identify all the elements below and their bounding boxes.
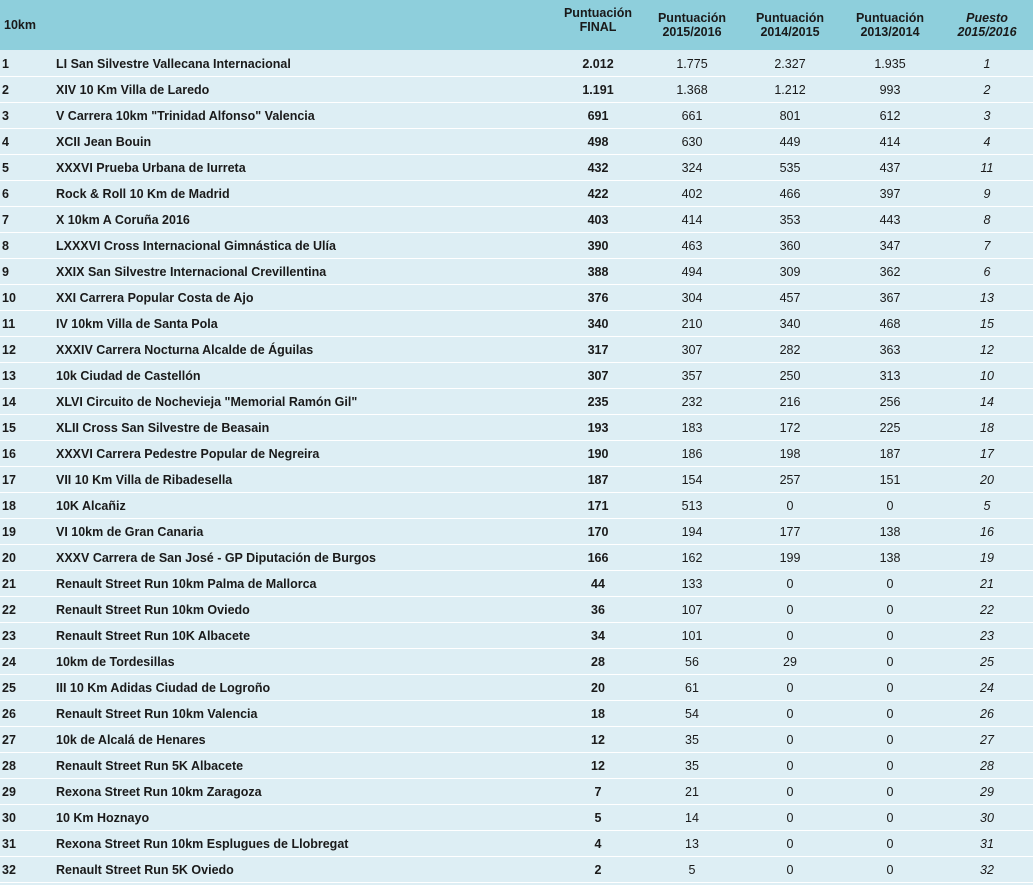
row-number: 31 xyxy=(2,837,16,851)
score-2015-2016: 630 xyxy=(681,135,703,149)
score-2015-2016: 61 xyxy=(685,681,699,695)
table-row xyxy=(0,285,1033,311)
score-2015-2016: 13 xyxy=(685,837,699,851)
score-2015-2016: 402 xyxy=(681,187,703,201)
score-2013-2014: 362 xyxy=(879,265,901,279)
rank-2015-2016: 29 xyxy=(980,785,994,799)
score-2015-2016: 183 xyxy=(681,421,703,435)
score-final: 422 xyxy=(587,187,609,201)
header-rank-line1: Puesto xyxy=(966,11,1008,25)
score-2015-2016: 513 xyxy=(681,499,703,513)
row-number: 4 xyxy=(2,135,9,149)
table-row xyxy=(0,675,1033,701)
score-2013-2014: 468 xyxy=(879,317,901,331)
score-2014-2015: 309 xyxy=(779,265,801,279)
score-2013-2014: 347 xyxy=(879,239,901,253)
rank-2015-2016: 18 xyxy=(980,421,994,435)
table-row xyxy=(0,727,1033,753)
table-row xyxy=(0,571,1033,597)
rank-2015-2016: 10 xyxy=(980,369,994,383)
event-name: XXXVI Prueba Urbana de Iurreta xyxy=(56,161,246,175)
score-2014-2015: 0 xyxy=(786,863,794,877)
event-name: XIV 10 Km Villa de Laredo xyxy=(56,83,210,97)
rank-2015-2016: 5 xyxy=(983,499,991,513)
row-number: 18 xyxy=(2,499,16,513)
score-final: 2.012 xyxy=(582,57,614,71)
rank-2015-2016: 13 xyxy=(980,291,994,305)
score-final: 376 xyxy=(587,291,609,305)
header-season-2015-2016 xyxy=(650,11,734,39)
table-row xyxy=(0,181,1033,207)
score-2015-2016: 194 xyxy=(681,525,703,539)
table-row xyxy=(0,207,1033,233)
score-2015-2016: 324 xyxy=(681,161,703,175)
score-final: 2 xyxy=(594,863,602,877)
event-name: 10K Alcañiz xyxy=(56,499,126,513)
row-number: 5 xyxy=(2,161,9,175)
score-2014-2015: 29 xyxy=(783,655,797,669)
score-2014-2015: 457 xyxy=(779,291,801,305)
rank-2015-2016: 17 xyxy=(980,447,994,461)
row-number: 32 xyxy=(2,863,16,877)
score-final: 691 xyxy=(587,109,609,123)
score-2014-2015: 353 xyxy=(779,213,801,227)
score-2014-2015: 172 xyxy=(779,421,801,435)
table-row xyxy=(0,155,1033,181)
event-name: Renault Street Run 5K Albacete xyxy=(56,759,244,773)
table-row xyxy=(0,493,1033,519)
score-2013-2014: 0 xyxy=(886,629,894,643)
score-2013-2014: 363 xyxy=(879,343,901,357)
score-2015-2016: 21 xyxy=(685,785,699,799)
event-name: Renault Street Run 10km Palma de Mallorca xyxy=(56,577,317,591)
table-row xyxy=(0,701,1033,727)
header-final-line2: FINAL xyxy=(579,20,617,34)
rank-2015-2016: 30 xyxy=(980,811,994,825)
row-number: 10 xyxy=(2,291,16,305)
score-final: 5 xyxy=(594,811,602,825)
score-2014-2015: 0 xyxy=(786,733,794,747)
event-name: V Carrera 10km "Trinidad Alfonso" Valencia xyxy=(56,109,315,123)
table-row xyxy=(0,311,1033,337)
score-2014-2015: 0 xyxy=(786,499,794,513)
row-number: 1 xyxy=(2,57,9,71)
score-2013-2014: 612 xyxy=(879,109,901,123)
event-name: XCII Jean Bouin xyxy=(56,135,152,149)
score-2013-2014: 0 xyxy=(886,655,894,669)
table-row xyxy=(0,597,1033,623)
row-number: 8 xyxy=(2,239,9,253)
table-row xyxy=(0,259,1033,285)
score-2015-2016: 162 xyxy=(681,551,703,565)
table-row xyxy=(0,51,1033,77)
score-final: 12 xyxy=(591,759,605,773)
score-2013-2014: 138 xyxy=(879,525,901,539)
row-number: 6 xyxy=(2,187,9,201)
score-2013-2014: 0 xyxy=(886,707,894,721)
row-number: 24 xyxy=(2,655,16,669)
score-2015-2016: 154 xyxy=(681,473,703,487)
score-final: 18 xyxy=(591,707,605,721)
score-2013-2014: 0 xyxy=(886,733,894,747)
score-2014-2015: 250 xyxy=(779,369,801,383)
score-2013-2014: 0 xyxy=(886,785,894,799)
score-2013-2014: 1.935 xyxy=(874,57,906,71)
header-final-line1: Puntuación xyxy=(563,6,633,20)
header-season-2014-2015 xyxy=(745,11,835,39)
table-row xyxy=(0,649,1033,675)
header-rank xyxy=(945,11,1029,39)
score-final: 166 xyxy=(587,551,609,565)
rank-2015-2016: 8 xyxy=(983,213,991,227)
score-2015-2016: 232 xyxy=(681,395,703,409)
score-2013-2014: 0 xyxy=(886,759,894,773)
row-number: 2 xyxy=(2,83,9,97)
header-s1-line1: Puntuación xyxy=(657,11,727,25)
score-final: 170 xyxy=(587,525,609,539)
score-2014-2015: 282 xyxy=(779,343,801,357)
rank-2015-2016: 23 xyxy=(980,629,994,643)
rank-2015-2016: 21 xyxy=(980,577,994,591)
score-2015-2016: 304 xyxy=(681,291,703,305)
score-2014-2015: 0 xyxy=(786,681,794,695)
score-2015-2016: 494 xyxy=(681,265,703,279)
event-name: Renault Street Run 10km Oviedo xyxy=(56,603,250,617)
score-final: 7 xyxy=(594,785,602,799)
table-row xyxy=(0,805,1033,831)
score-2014-2015: 0 xyxy=(786,577,794,591)
row-number: 7 xyxy=(2,213,9,227)
score-final: 340 xyxy=(587,317,609,331)
row-number: 30 xyxy=(2,811,16,825)
score-2013-2014: 367 xyxy=(879,291,901,305)
row-number: 3 xyxy=(2,109,9,123)
event-name: XXXVI Carrera Pedestre Popular de Negreira xyxy=(56,447,320,461)
score-final: 190 xyxy=(587,447,609,461)
row-number: 20 xyxy=(2,551,16,565)
score-2014-2015: 216 xyxy=(779,395,801,409)
event-name: XLVI Circuito de Nochevieja "Memorial Ramón Gil" xyxy=(56,395,358,409)
rank-2015-2016: 2 xyxy=(983,83,991,97)
table-row xyxy=(0,103,1033,129)
score-2013-2014: 437 xyxy=(879,161,901,175)
score-2013-2014: 0 xyxy=(886,863,894,877)
row-number: 13 xyxy=(2,369,16,383)
event-name: IV 10km Villa de Santa Pola xyxy=(56,317,218,331)
score-final: 432 xyxy=(587,161,609,175)
rank-2015-2016: 28 xyxy=(980,759,994,773)
row-number: 22 xyxy=(2,603,16,617)
rank-2015-2016: 7 xyxy=(983,239,991,253)
score-2015-2016: 307 xyxy=(681,343,703,357)
header-season-2013-2014 xyxy=(845,11,935,39)
rank-2015-2016: 32 xyxy=(980,863,994,877)
row-number: 16 xyxy=(2,447,16,461)
score-final: 28 xyxy=(591,655,605,669)
row-number: 17 xyxy=(2,473,16,487)
score-2013-2014: 0 xyxy=(886,837,894,851)
score-2014-2015: 466 xyxy=(779,187,801,201)
score-2013-2014: 443 xyxy=(879,213,901,227)
table-row xyxy=(0,363,1033,389)
rank-2015-2016: 11 xyxy=(980,161,994,175)
header-s2-line1: Puntuación xyxy=(755,11,825,25)
score-2014-2015: 257 xyxy=(779,473,801,487)
rank-2015-2016: 4 xyxy=(983,135,991,149)
score-2014-2015: 0 xyxy=(786,603,794,617)
header-event: 10km xyxy=(4,18,36,32)
event-name: 10 Km Hoznayo xyxy=(56,811,150,825)
score-2013-2014: 0 xyxy=(886,499,894,513)
score-2013-2014: 313 xyxy=(879,369,901,383)
rank-2015-2016: 6 xyxy=(983,265,991,279)
table-row xyxy=(0,467,1033,493)
header-final xyxy=(546,6,650,34)
event-name: XLII Cross San Silvestre de Beasain xyxy=(56,421,270,435)
score-2014-2015: 0 xyxy=(786,785,794,799)
score-2014-2015: 340 xyxy=(779,317,801,331)
score-2015-2016: 133 xyxy=(681,577,703,591)
header-s1-line2: 2015/2016 xyxy=(662,25,722,39)
event-name: LXXXVI Cross Internacional Gimnástica de Ulía xyxy=(56,239,336,253)
row-number: 19 xyxy=(2,525,16,539)
rank-2015-2016: 27 xyxy=(980,733,994,747)
event-name: Renault Street Run 10km Valencia xyxy=(56,707,258,721)
table-row xyxy=(0,545,1033,571)
score-2014-2015: 535 xyxy=(779,161,801,175)
event-name: Renault Street Run 5K Oviedo xyxy=(56,863,234,877)
score-2014-2015: 0 xyxy=(786,707,794,721)
event-name: Rock & Roll 10 Km de Madrid xyxy=(56,187,230,201)
score-2013-2014: 225 xyxy=(879,421,901,435)
row-number: 12 xyxy=(2,343,16,357)
score-2015-2016: 1.368 xyxy=(676,83,708,97)
row-number: 23 xyxy=(2,629,16,643)
score-final: 187 xyxy=(587,473,609,487)
score-2013-2014: 151 xyxy=(879,473,901,487)
score-2015-2016: 35 xyxy=(685,733,699,747)
score-2013-2014: 0 xyxy=(886,603,894,617)
rank-2015-2016: 15 xyxy=(980,317,994,331)
event-name: XXXIV Carrera Nocturna Alcalde de Águilas xyxy=(56,343,314,357)
row-number: 28 xyxy=(2,759,16,773)
table-row xyxy=(0,753,1033,779)
score-2014-2015: 0 xyxy=(786,837,794,851)
score-2015-2016: 107 xyxy=(681,603,703,617)
rank-2015-2016: 26 xyxy=(980,707,994,721)
rank-2015-2016: 22 xyxy=(980,603,994,617)
table-row xyxy=(0,129,1033,155)
score-2014-2015: 199 xyxy=(779,551,801,565)
score-2015-2016: 54 xyxy=(685,707,699,721)
score-2013-2014: 993 xyxy=(879,83,901,97)
score-2013-2014: 414 xyxy=(879,135,901,149)
score-final: 44 xyxy=(591,577,605,591)
score-final: 4 xyxy=(594,837,602,851)
table-row xyxy=(0,389,1033,415)
rank-2015-2016: 14 xyxy=(980,395,994,409)
rank-2015-2016: 12 xyxy=(980,343,994,357)
header-s3-line1: Puntuación xyxy=(855,11,925,25)
score-2013-2014: 0 xyxy=(886,681,894,695)
table-row xyxy=(0,77,1033,103)
table-row xyxy=(0,441,1033,467)
score-2014-2015: 177 xyxy=(779,525,801,539)
table-row xyxy=(0,337,1033,363)
row-number: 14 xyxy=(2,395,16,409)
score-2013-2014: 187 xyxy=(879,447,901,461)
row-number: 26 xyxy=(2,707,16,721)
score-2014-2015: 449 xyxy=(779,135,801,149)
table-row xyxy=(0,779,1033,805)
score-2014-2015: 2.327 xyxy=(774,57,806,71)
table-row xyxy=(0,233,1033,259)
table-row xyxy=(0,831,1033,857)
header-s3-line2: 2013/2014 xyxy=(860,25,920,39)
table-row xyxy=(0,857,1033,883)
score-2014-2015: 0 xyxy=(786,629,794,643)
event-name: 10k de Alcalá de Henares xyxy=(56,733,206,747)
table-row xyxy=(0,415,1033,441)
score-final: 317 xyxy=(587,343,609,357)
score-2015-2016: 56 xyxy=(685,655,699,669)
event-name: LI San Silvestre Vallecana Internacional xyxy=(56,57,291,71)
row-number: 11 xyxy=(2,317,16,331)
rank-2015-2016: 31 xyxy=(980,837,994,851)
score-2013-2014: 0 xyxy=(886,577,894,591)
score-final: 498 xyxy=(587,135,609,149)
score-2014-2015: 0 xyxy=(786,811,794,825)
score-2015-2016: 661 xyxy=(681,109,703,123)
header-s2-line2: 2014/2015 xyxy=(760,25,820,39)
rank-2015-2016: 16 xyxy=(980,525,994,539)
event-name: XXIX San Silvestre Internacional Crevillentina xyxy=(56,265,327,279)
row-number: 9 xyxy=(2,265,9,279)
score-final: 403 xyxy=(587,213,609,227)
score-final: 171 xyxy=(587,499,609,513)
score-final: 193 xyxy=(587,421,609,435)
score-2015-2016: 210 xyxy=(681,317,703,331)
rank-2015-2016: 9 xyxy=(983,187,991,201)
row-number: 15 xyxy=(2,421,16,435)
event-name: X 10km A Coruña 2016 xyxy=(56,213,190,227)
event-name: XXI Carrera Popular Costa de Ajo xyxy=(56,291,254,305)
score-2015-2016: 35 xyxy=(685,759,699,773)
score-final: 34 xyxy=(591,629,605,643)
score-final: 12 xyxy=(591,733,605,747)
score-final: 390 xyxy=(587,239,609,253)
row-number: 21 xyxy=(2,577,16,591)
score-2014-2015: 1.212 xyxy=(774,83,806,97)
score-2015-2016: 101 xyxy=(681,629,703,643)
score-2013-2014: 0 xyxy=(886,811,894,825)
event-name: Renault Street Run 10K Albacete xyxy=(56,629,251,643)
score-2014-2015: 360 xyxy=(779,239,801,253)
score-2014-2015: 198 xyxy=(779,447,801,461)
event-name: Rexona Street Run 10km Zaragoza xyxy=(56,785,262,799)
event-name: Rexona Street Run 10km Esplugues de Llobregat xyxy=(56,837,349,851)
event-name: VII 10 Km Villa de Ribadesella xyxy=(56,473,233,487)
score-2015-2016: 414 xyxy=(681,213,703,227)
score-2015-2016: 14 xyxy=(685,811,699,825)
rank-2015-2016: 19 xyxy=(980,551,994,565)
score-2013-2014: 397 xyxy=(879,187,901,201)
rank-2015-2016: 25 xyxy=(980,655,994,669)
score-2015-2016: 186 xyxy=(681,447,703,461)
score-2015-2016: 463 xyxy=(681,239,703,253)
rank-2015-2016: 20 xyxy=(980,473,994,487)
table-header xyxy=(0,0,1033,50)
row-number: 29 xyxy=(2,785,16,799)
score-2013-2014: 256 xyxy=(879,395,901,409)
score-2015-2016: 5 xyxy=(688,863,696,877)
event-name: VI 10km de Gran Canaria xyxy=(56,525,204,539)
score-final: 20 xyxy=(591,681,605,695)
score-final: 388 xyxy=(587,265,609,279)
rank-2015-2016: 3 xyxy=(983,109,991,123)
score-final: 235 xyxy=(587,395,609,409)
score-2014-2015: 0 xyxy=(786,759,794,773)
rank-2015-2016: 1 xyxy=(983,57,991,71)
event-name: 10k Ciudad de Castellón xyxy=(56,369,201,383)
rank-2015-2016: 24 xyxy=(980,681,994,695)
score-2014-2015: 801 xyxy=(779,109,801,123)
row-number: 25 xyxy=(2,681,16,695)
score-2013-2014: 138 xyxy=(879,551,901,565)
event-name: XXXV Carrera de San José - GP Diputación de Burgos xyxy=(56,551,377,565)
score-final: 1.191 xyxy=(582,83,614,97)
table-row xyxy=(0,519,1033,545)
row-number: 27 xyxy=(2,733,16,747)
score-final: 36 xyxy=(591,603,605,617)
score-2015-2016: 1.775 xyxy=(676,57,708,71)
table-row xyxy=(0,623,1033,649)
event-name: III 10 Km Adidas Ciudad de Logroño xyxy=(56,681,271,695)
event-name: 10km de Tordesillas xyxy=(56,655,175,669)
header-rank-line2: 2015/2016 xyxy=(957,25,1017,39)
score-2015-2016: 357 xyxy=(681,369,703,383)
score-final: 307 xyxy=(587,369,609,383)
